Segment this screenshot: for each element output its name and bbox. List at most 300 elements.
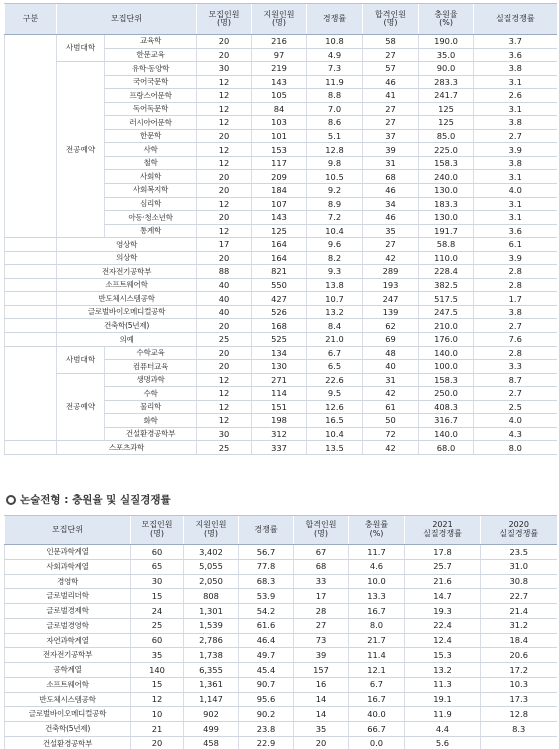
cell-value: 1,361 [184, 677, 239, 692]
cell-value: 49.7 [239, 648, 294, 663]
table-row [5, 545, 557, 560]
cell-value: 8.4 [307, 319, 363, 333]
division-cell [5, 305, 57, 319]
unit-name: 화학 [105, 414, 197, 428]
division-cell [5, 346, 57, 441]
unit-name: 건설환경공학부 [5, 736, 131, 749]
cell-value: 17.3 [481, 692, 557, 707]
cell-value: 153 [252, 143, 307, 157]
cell-value: 35 [131, 648, 184, 663]
cell-value: 12.6 [307, 400, 363, 414]
cell-value: 12.8 [481, 707, 557, 722]
cell-value: 95.6 [239, 692, 294, 707]
group-label: 사범대학 [57, 346, 105, 373]
cell-value: 134 [252, 346, 307, 360]
cell-value: 16.7 [349, 604, 405, 619]
unit-name: 사학 [105, 143, 197, 157]
cell-value: 40.0 [349, 707, 405, 722]
unit-name: 반도체시스템공학 [5, 692, 131, 707]
cell-value: 20.6 [481, 648, 557, 663]
unit-name: 한문학 [105, 129, 197, 143]
cell-value: 193 [363, 278, 419, 292]
cell-value: 9.8 [307, 156, 363, 170]
cell-value: 97 [252, 48, 307, 62]
cell-value: 3.3 [474, 360, 557, 374]
unit-name: 통계학 [105, 224, 197, 238]
cell-value: 3.1 [474, 211, 557, 225]
cell-value: 77.8 [239, 559, 294, 574]
cell-value: 31.2 [481, 618, 557, 633]
cell-value: 8.7 [474, 373, 557, 387]
cell-value: 1,738 [184, 648, 239, 663]
cell-value: 4.0 [474, 184, 557, 198]
cell-value: 8.3 [481, 722, 557, 737]
table-row [5, 441, 557, 455]
cell-value: 30 [131, 574, 184, 589]
cell-value: 16.5 [307, 414, 363, 428]
cell-value: 4.0 [474, 414, 557, 428]
cell-value: 12.8 [307, 143, 363, 157]
unit-name: 사회복지학 [105, 184, 197, 198]
cell-value: 12 [197, 116, 252, 130]
cell-value: 2.8 [474, 265, 557, 279]
cell-value: 216 [252, 35, 307, 49]
cell-value: 20 [197, 48, 252, 62]
cell-value: 15.3 [405, 648, 481, 663]
cell-value: 62 [363, 319, 419, 333]
cell-value: 157 [294, 663, 349, 678]
cell-value: 61.6 [239, 618, 294, 633]
cell-value: 125 [419, 102, 474, 116]
table-row [5, 346, 557, 360]
cell-value: 23.8 [239, 722, 294, 737]
table-row [5, 251, 557, 265]
cell-value: 67 [294, 545, 349, 560]
cell-value: 164 [252, 238, 307, 252]
cell-value: 20 [197, 251, 252, 265]
cell-value: 9.6 [307, 238, 363, 252]
cell-value: 35 [294, 722, 349, 737]
cell-value: 4.9 [307, 48, 363, 62]
cell-value: 5.6 [405, 736, 481, 749]
header-fill-rate: 충원율 (%) [419, 4, 474, 35]
cell-value: 190.0 [419, 35, 474, 49]
cell-value: 2,050 [184, 574, 239, 589]
cell-value: 21.6 [405, 574, 481, 589]
header2-real-ratio-2020: 2020 실질경쟁률 [481, 516, 557, 545]
cell-value: 28 [294, 604, 349, 619]
unit-name: 수학 [105, 387, 197, 401]
cell-value: 10 [131, 707, 184, 722]
cell-value: 2.6 [474, 89, 557, 103]
group-label: 사범대학 [57, 35, 105, 62]
division-cell [5, 292, 57, 306]
cell-value: 58.8 [419, 238, 474, 252]
table-row [5, 618, 557, 633]
cell-value: 11.9 [307, 75, 363, 89]
cell-value: 525 [252, 333, 307, 347]
unit-name: 생명과학 [105, 373, 197, 387]
cell-value: 48 [363, 346, 419, 360]
cell-value: 31.0 [481, 559, 557, 574]
division-cell [5, 441, 57, 455]
cell-value: 72 [363, 427, 419, 441]
unit-name: 아동·청소년학 [105, 211, 197, 225]
cell-value: 21.0 [307, 333, 363, 347]
cell-value: 25.7 [405, 559, 481, 574]
table-row [5, 648, 557, 663]
cell-value: 19.1 [405, 692, 481, 707]
cell-value: 7.3 [307, 62, 363, 76]
cell-value: 15 [131, 589, 184, 604]
division-cell [5, 333, 57, 347]
cell-value: 25 [131, 618, 184, 633]
cell-value [481, 736, 557, 749]
cell-value: 164 [252, 251, 307, 265]
table-row [5, 559, 557, 574]
cell-value: 2.8 [474, 278, 557, 292]
cell-value: 3.7 [474, 35, 557, 49]
cell-value: 125 [252, 224, 307, 238]
table-row [5, 677, 557, 692]
cell-value: 27 [363, 48, 419, 62]
unit-name: 철학 [105, 156, 197, 170]
cell-value: 39 [363, 143, 419, 157]
header-applicants: 지원인원 (명) [252, 4, 307, 35]
cell-value: 84 [252, 102, 307, 116]
cell-value: 176.0 [419, 333, 474, 347]
cell-value: 408.3 [419, 400, 474, 414]
cell-value: 13.2 [307, 305, 363, 319]
unit-name: 소프트웨어학 [5, 677, 131, 692]
cell-value: 183.3 [419, 197, 474, 211]
cell-value: 821 [252, 265, 307, 279]
unit-name: 글로벌바이오메디컬공학 [5, 707, 131, 722]
cell-value: 139 [363, 305, 419, 319]
unit-name: 한문교육 [105, 48, 197, 62]
cell-value: 46 [363, 75, 419, 89]
table-row [5, 305, 557, 319]
cell-value: 4.6 [349, 559, 405, 574]
unit-name: 건설환경공학부 [105, 427, 197, 441]
cell-value: 20 [197, 346, 252, 360]
cell-value: 902 [184, 707, 239, 722]
unit-name: 소프트웨어학 [57, 278, 197, 292]
cell-value: 1,539 [184, 618, 239, 633]
cell-value: 4.3 [474, 427, 557, 441]
table-row [5, 265, 557, 279]
division-cell [5, 319, 57, 333]
unit-name: 인문과학계열 [5, 545, 131, 560]
cell-value: 6.7 [307, 346, 363, 360]
cell-value: 73 [294, 633, 349, 648]
cell-value: 3.6 [474, 224, 557, 238]
table-row [5, 663, 557, 678]
cell-value: 8.8 [307, 89, 363, 103]
cell-value: 30.8 [481, 574, 557, 589]
unit-name: 글로벌리더학 [5, 589, 131, 604]
cell-value: 283.3 [419, 75, 474, 89]
cell-value: 17.2 [481, 663, 557, 678]
division-cell [5, 251, 57, 265]
cell-value: 90.2 [239, 707, 294, 722]
header-unit: 모집단위 [57, 4, 197, 35]
unit-name: 건축학(5년제) [57, 319, 197, 333]
cell-value: 140.0 [419, 427, 474, 441]
cell-value: 46 [363, 211, 419, 225]
cell-value: 20 [197, 170, 252, 184]
unit-name: 의예 [57, 333, 197, 347]
table-row [5, 292, 557, 306]
cell-value: 42 [363, 387, 419, 401]
cell-value: 20 [197, 35, 252, 49]
cell-value: 316.7 [419, 414, 474, 428]
cell-value: 40 [197, 292, 252, 306]
cell-value: 2,786 [184, 633, 239, 648]
cell-value: 8.6 [307, 116, 363, 130]
unit-name: 의상학 [57, 251, 197, 265]
cell-value: 158.3 [419, 373, 474, 387]
cell-value: 458 [184, 736, 239, 749]
header-ratio: 경쟁률 [307, 4, 363, 35]
cell-value: 312 [252, 427, 307, 441]
table-row [5, 604, 557, 619]
cell-value: 20 [197, 360, 252, 374]
cell-value: 88 [197, 265, 252, 279]
cell-value: 103 [252, 116, 307, 130]
cell-value: 10.5 [307, 170, 363, 184]
header2-unit: 모집단위 [5, 516, 131, 545]
division-cell [5, 265, 57, 279]
unit-name: 컴퓨터교육 [105, 360, 197, 374]
cell-value: 35 [363, 224, 419, 238]
cell-value: 10.0 [349, 574, 405, 589]
cell-value: 3.9 [474, 143, 557, 157]
division-cell [5, 278, 57, 292]
cell-value: 20 [131, 736, 184, 749]
header2-applicants: 지원인원 (명) [184, 516, 239, 545]
group-label: 전공예약 [57, 373, 105, 441]
cell-value: 12 [197, 143, 252, 157]
unit-name: 반도체시스템공학 [57, 292, 197, 306]
cell-value: 130.0 [419, 211, 474, 225]
table-row [5, 574, 557, 589]
section-title-text: 논술전형 : 충원율 및 실질경쟁률 [20, 494, 171, 506]
cell-value: 158.3 [419, 156, 474, 170]
cell-value: 17 [197, 238, 252, 252]
cell-value: 56.7 [239, 545, 294, 560]
cell-value: 6.1 [474, 238, 557, 252]
table-row [5, 62, 557, 76]
cell-value: 3.1 [474, 75, 557, 89]
cell-value: 526 [252, 305, 307, 319]
cell-value: 20 [197, 184, 252, 198]
header-real-ratio: 실질경쟁률 [474, 4, 557, 35]
cell-value: 61 [363, 400, 419, 414]
cell-value: 250.0 [419, 387, 474, 401]
unit-name: 스포츠과학 [57, 441, 197, 455]
cell-value: 10.7 [307, 292, 363, 306]
cell-value: 228.4 [419, 265, 474, 279]
cell-value: 18.4 [481, 633, 557, 648]
unit-name: 사회학 [105, 170, 197, 184]
unit-name: 건축학(5년제) [5, 722, 131, 737]
unit-name: 유학·동양학 [105, 62, 197, 76]
unit-name: 프랑스어문학 [105, 89, 197, 103]
table-2-body [5, 545, 557, 749]
cell-value: 20 [197, 129, 252, 143]
header2-ratio: 경쟁률 [239, 516, 294, 545]
cell-value: 5.1 [307, 129, 363, 143]
cell-value: 107 [252, 197, 307, 211]
cell-value: 45.4 [239, 663, 294, 678]
cell-value: 114 [252, 387, 307, 401]
cell-value: 8.9 [307, 197, 363, 211]
cell-value: 184 [252, 184, 307, 198]
header2-accepted: 합격인원 (명) [294, 516, 349, 545]
cell-value: 17.8 [405, 545, 481, 560]
cell-value: 8.0 [474, 441, 557, 455]
unit-name: 사회과학계열 [5, 559, 131, 574]
unit-name: 글로벌경제학 [5, 604, 131, 619]
cell-value: 35.0 [419, 48, 474, 62]
cell-value: 30 [197, 62, 252, 76]
cell-value: 85.0 [419, 129, 474, 143]
division-cell [5, 35, 57, 238]
table-row [5, 319, 557, 333]
cell-value: 14 [294, 707, 349, 722]
cell-value: 16.7 [349, 692, 405, 707]
unit-name: 영상학 [57, 238, 197, 252]
cell-value: 3.1 [474, 102, 557, 116]
section-title [6, 492, 171, 507]
cell-value: 33 [294, 574, 349, 589]
unit-name: 심리학 [105, 197, 197, 211]
cell-value: 20 [197, 211, 252, 225]
cell-value: 12 [197, 102, 252, 116]
cell-value: 12 [197, 156, 252, 170]
cell-value: 1.7 [474, 292, 557, 306]
cell-value: 22.6 [307, 373, 363, 387]
cell-value: 3.8 [474, 62, 557, 76]
header2-fill-rate: 충원률 (%) [349, 516, 405, 545]
cell-value: 69 [363, 333, 419, 347]
header-division: 구분 [5, 4, 57, 35]
cell-value: 3.9 [474, 251, 557, 265]
cell-value: 22.4 [405, 618, 481, 633]
cell-value: 90.0 [419, 62, 474, 76]
cell-value: 2.7 [474, 387, 557, 401]
cell-value: 54.2 [239, 604, 294, 619]
cell-value: 101 [252, 129, 307, 143]
admission-table-2 [4, 515, 557, 749]
cell-value: 53.9 [239, 589, 294, 604]
cell-value: 15 [131, 677, 184, 692]
cell-value: 10.3 [481, 677, 557, 692]
cell-value: 27 [363, 102, 419, 116]
cell-value: 499 [184, 722, 239, 737]
cell-value: 3.8 [474, 305, 557, 319]
cell-value: 168 [252, 319, 307, 333]
cell-value: 12 [197, 373, 252, 387]
cell-value: 27 [363, 116, 419, 130]
cell-value: 12 [197, 75, 252, 89]
cell-value: 5,055 [184, 559, 239, 574]
cell-value: 40 [197, 305, 252, 319]
cell-value: 140.0 [419, 346, 474, 360]
cell-value: 210.0 [419, 319, 474, 333]
cell-value: 271 [252, 373, 307, 387]
table-row [5, 707, 557, 722]
cell-value: 12 [197, 224, 252, 238]
cell-value: 24 [131, 604, 184, 619]
cell-value: 42 [363, 251, 419, 265]
cell-value: 117 [252, 156, 307, 170]
cell-value: 11.3 [405, 677, 481, 692]
table-row [5, 736, 557, 749]
header2-real-ratio-2021: 2021 실질경쟁률 [405, 516, 481, 545]
cell-value: 427 [252, 292, 307, 306]
group-label: 전공예약 [57, 62, 105, 238]
cell-value: 11.4 [349, 648, 405, 663]
cell-value: 12.1 [349, 663, 405, 678]
cell-value: 219 [252, 62, 307, 76]
table-row [5, 722, 557, 737]
cell-value: 21 [131, 722, 184, 737]
cell-value: 0.0 [349, 736, 405, 749]
unit-name: 물리학 [105, 400, 197, 414]
cell-value: 9.2 [307, 184, 363, 198]
cell-value: 198 [252, 414, 307, 428]
cell-value: 19.3 [405, 604, 481, 619]
cell-value: 3.6 [474, 48, 557, 62]
cell-value: 31 [363, 156, 419, 170]
cell-value: 22.9 [239, 736, 294, 749]
cell-value: 50 [363, 414, 419, 428]
cell-value: 14 [294, 692, 349, 707]
cell-value: 9.5 [307, 387, 363, 401]
cell-value: 46 [363, 184, 419, 198]
cell-value: 289 [363, 265, 419, 279]
cell-value: 9.3 [307, 265, 363, 279]
cell-value: 130 [252, 360, 307, 374]
cell-value: 382.5 [419, 278, 474, 292]
cell-value: 105 [252, 89, 307, 103]
cell-value: 151 [252, 400, 307, 414]
cell-value: 68.0 [419, 441, 474, 455]
cell-value: 7.6 [474, 333, 557, 347]
cell-value: 41 [363, 89, 419, 103]
cell-value: 6.5 [307, 360, 363, 374]
cell-value: 30 [197, 427, 252, 441]
cell-value: 550 [252, 278, 307, 292]
cell-value: 40 [197, 278, 252, 292]
cell-value: 12 [197, 197, 252, 211]
unit-name: 전자전기공학부 [5, 648, 131, 663]
cell-value: 8.2 [307, 251, 363, 265]
unit-name: 국어국문학 [105, 75, 197, 89]
cell-value: 21.4 [481, 604, 557, 619]
cell-value: 12.4 [405, 633, 481, 648]
cell-value: 27 [363, 238, 419, 252]
cell-value: 4.4 [405, 722, 481, 737]
cell-value: 13.8 [307, 278, 363, 292]
unit-name: 경영학 [5, 574, 131, 589]
cell-value: 140 [131, 663, 184, 678]
cell-value: 13.2 [405, 663, 481, 678]
cell-value: 17 [294, 589, 349, 604]
unit-name: 글로벌바이오메디컬공학 [57, 305, 197, 319]
